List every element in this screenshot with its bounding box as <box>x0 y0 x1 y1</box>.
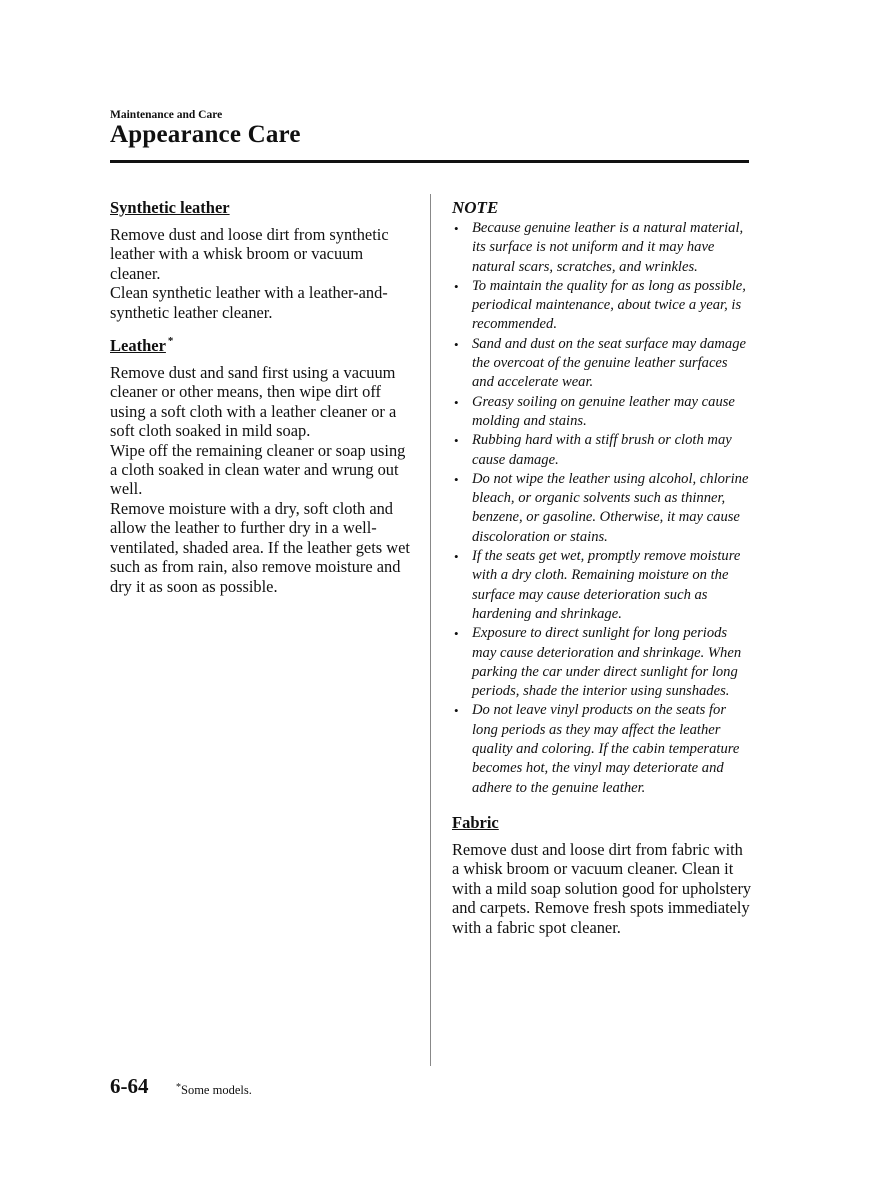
note-item <box>452 624 752 701</box>
leather-paragraph: Remove moisture with a dry, soft cloth and allow the leather to further dry in a well-ventilated, shaded area. If the leather gets wet such as from rain, also remove moisture and dry it as soon as possible. <box>110 498 410 596</box>
note-item <box>452 393 752 432</box>
some-models-mark: * <box>167 335 174 348</box>
note-item-text: Because genuine leather is a natural material, its surface is not uniform and it may have natural scars, scratches, and wrinkles. <box>472 220 744 275</box>
leather-section <box>110 363 412 596</box>
column-divider <box>430 194 431 1066</box>
note-item-text: To maintain the quality for as long as possible, periodical maintenance, about twice a year, is recommended. <box>472 277 746 333</box>
leather-paragraph: Wipe off the remaining cleaner or soap using a cloth soaked in clean water and wrung out well. <box>110 440 406 499</box>
title-rule <box>110 160 749 163</box>
section-label: Maintenance and Care <box>110 109 223 121</box>
note-item-text: Exposure to direct sunlight for long periods may cause deterioration and shrinkage. When parking the car under direct sunlight for long periods, shade the interior using sunshades. <box>472 625 742 700</box>
bullet-icon: • <box>454 221 459 236</box>
bullet-icon: • <box>454 394 459 410</box>
bullet-icon: • <box>454 703 459 719</box>
left-column <box>110 197 412 604</box>
note-list <box>452 219 752 798</box>
note-item <box>452 219 752 277</box>
note-item <box>452 335 752 393</box>
leather-heading-text: Leather <box>110 336 166 356</box>
bullet-icon: • <box>454 471 459 487</box>
footnote-text: Some models. <box>181 1083 252 1097</box>
bullet-icon: • <box>454 433 459 449</box>
note-title: NOTE <box>452 198 499 217</box>
fabric-paragraph: Remove dust and loose dirt from fabric with a whisk broom or vacuum cleaner. Clean it with a mild soap solution good for upholstery and carpets. Remove fresh spots immediately with a fabric spot cleaner. <box>452 839 752 937</box>
note-item <box>452 470 752 547</box>
note-item-text: Sand and dust on the seat surface may damage the overcoat of the genuine leather surfaces and accelerate wear. <box>472 335 747 391</box>
note-item <box>452 431 752 470</box>
footnote-mark: * <box>176 1082 181 1093</box>
bullet-icon: • <box>454 278 459 294</box>
bullet-icon: • <box>454 549 459 565</box>
bullet-icon: • <box>454 336 459 352</box>
synthetic-leather-heading: Synthetic leather <box>110 198 230 217</box>
note-item-text: If the seats get wet, promptly remove moisture with a dry cloth. Remaining moisture on the surface may cause deterioration such as hardening and shrinkage. <box>472 548 741 622</box>
leather-paragraph: Remove dust and sand first using a vacuum cleaner or other means, then wipe dirt off using a soft cloth with a leather cleaner or a soft cloth soaked in mild soap. <box>110 363 397 441</box>
footnote <box>176 1082 252 1098</box>
note-item <box>452 701 752 797</box>
note-item <box>452 277 752 335</box>
synthetic-leather-paragraph: Clean synthetic leather with a leather-and-synthetic leather cleaner. <box>110 283 388 322</box>
page-title: Appearance Care <box>110 121 301 148</box>
leather-heading <box>110 330 412 357</box>
right-column <box>452 197 752 937</box>
page-number: 6-64 <box>110 1074 149 1098</box>
note-item-text: Greasy soiling on genuine leather may cause molding and stains. <box>472 393 735 429</box>
note-item <box>452 547 752 624</box>
bullet-icon: • <box>454 626 459 642</box>
note-item-text: Do not wipe the leather using alcohol, chlorine bleach, or organic solvents such as thinner, benzene, or gasoline. Otherwise, it may cause discoloration or stains. <box>472 470 749 545</box>
synthetic-leather-paragraph: Remove dust and loose dirt from synthetic leather with a whisk broom or vacuum cleaner. <box>110 225 389 283</box>
fabric-heading: Fabric <box>452 812 499 832</box>
synthetic-leather-section <box>110 225 412 322</box>
note-item-text: Rubbing hard with a stiff brush or cloth may cause damage. <box>472 432 732 468</box>
note-item-text: Do not leave vinyl products on the seats for long periods as they may affect the leather quality and coloring. If the cabin temperature becomes hot, the vinyl may deteriorate and adhere to the genuine leather. <box>472 702 740 796</box>
